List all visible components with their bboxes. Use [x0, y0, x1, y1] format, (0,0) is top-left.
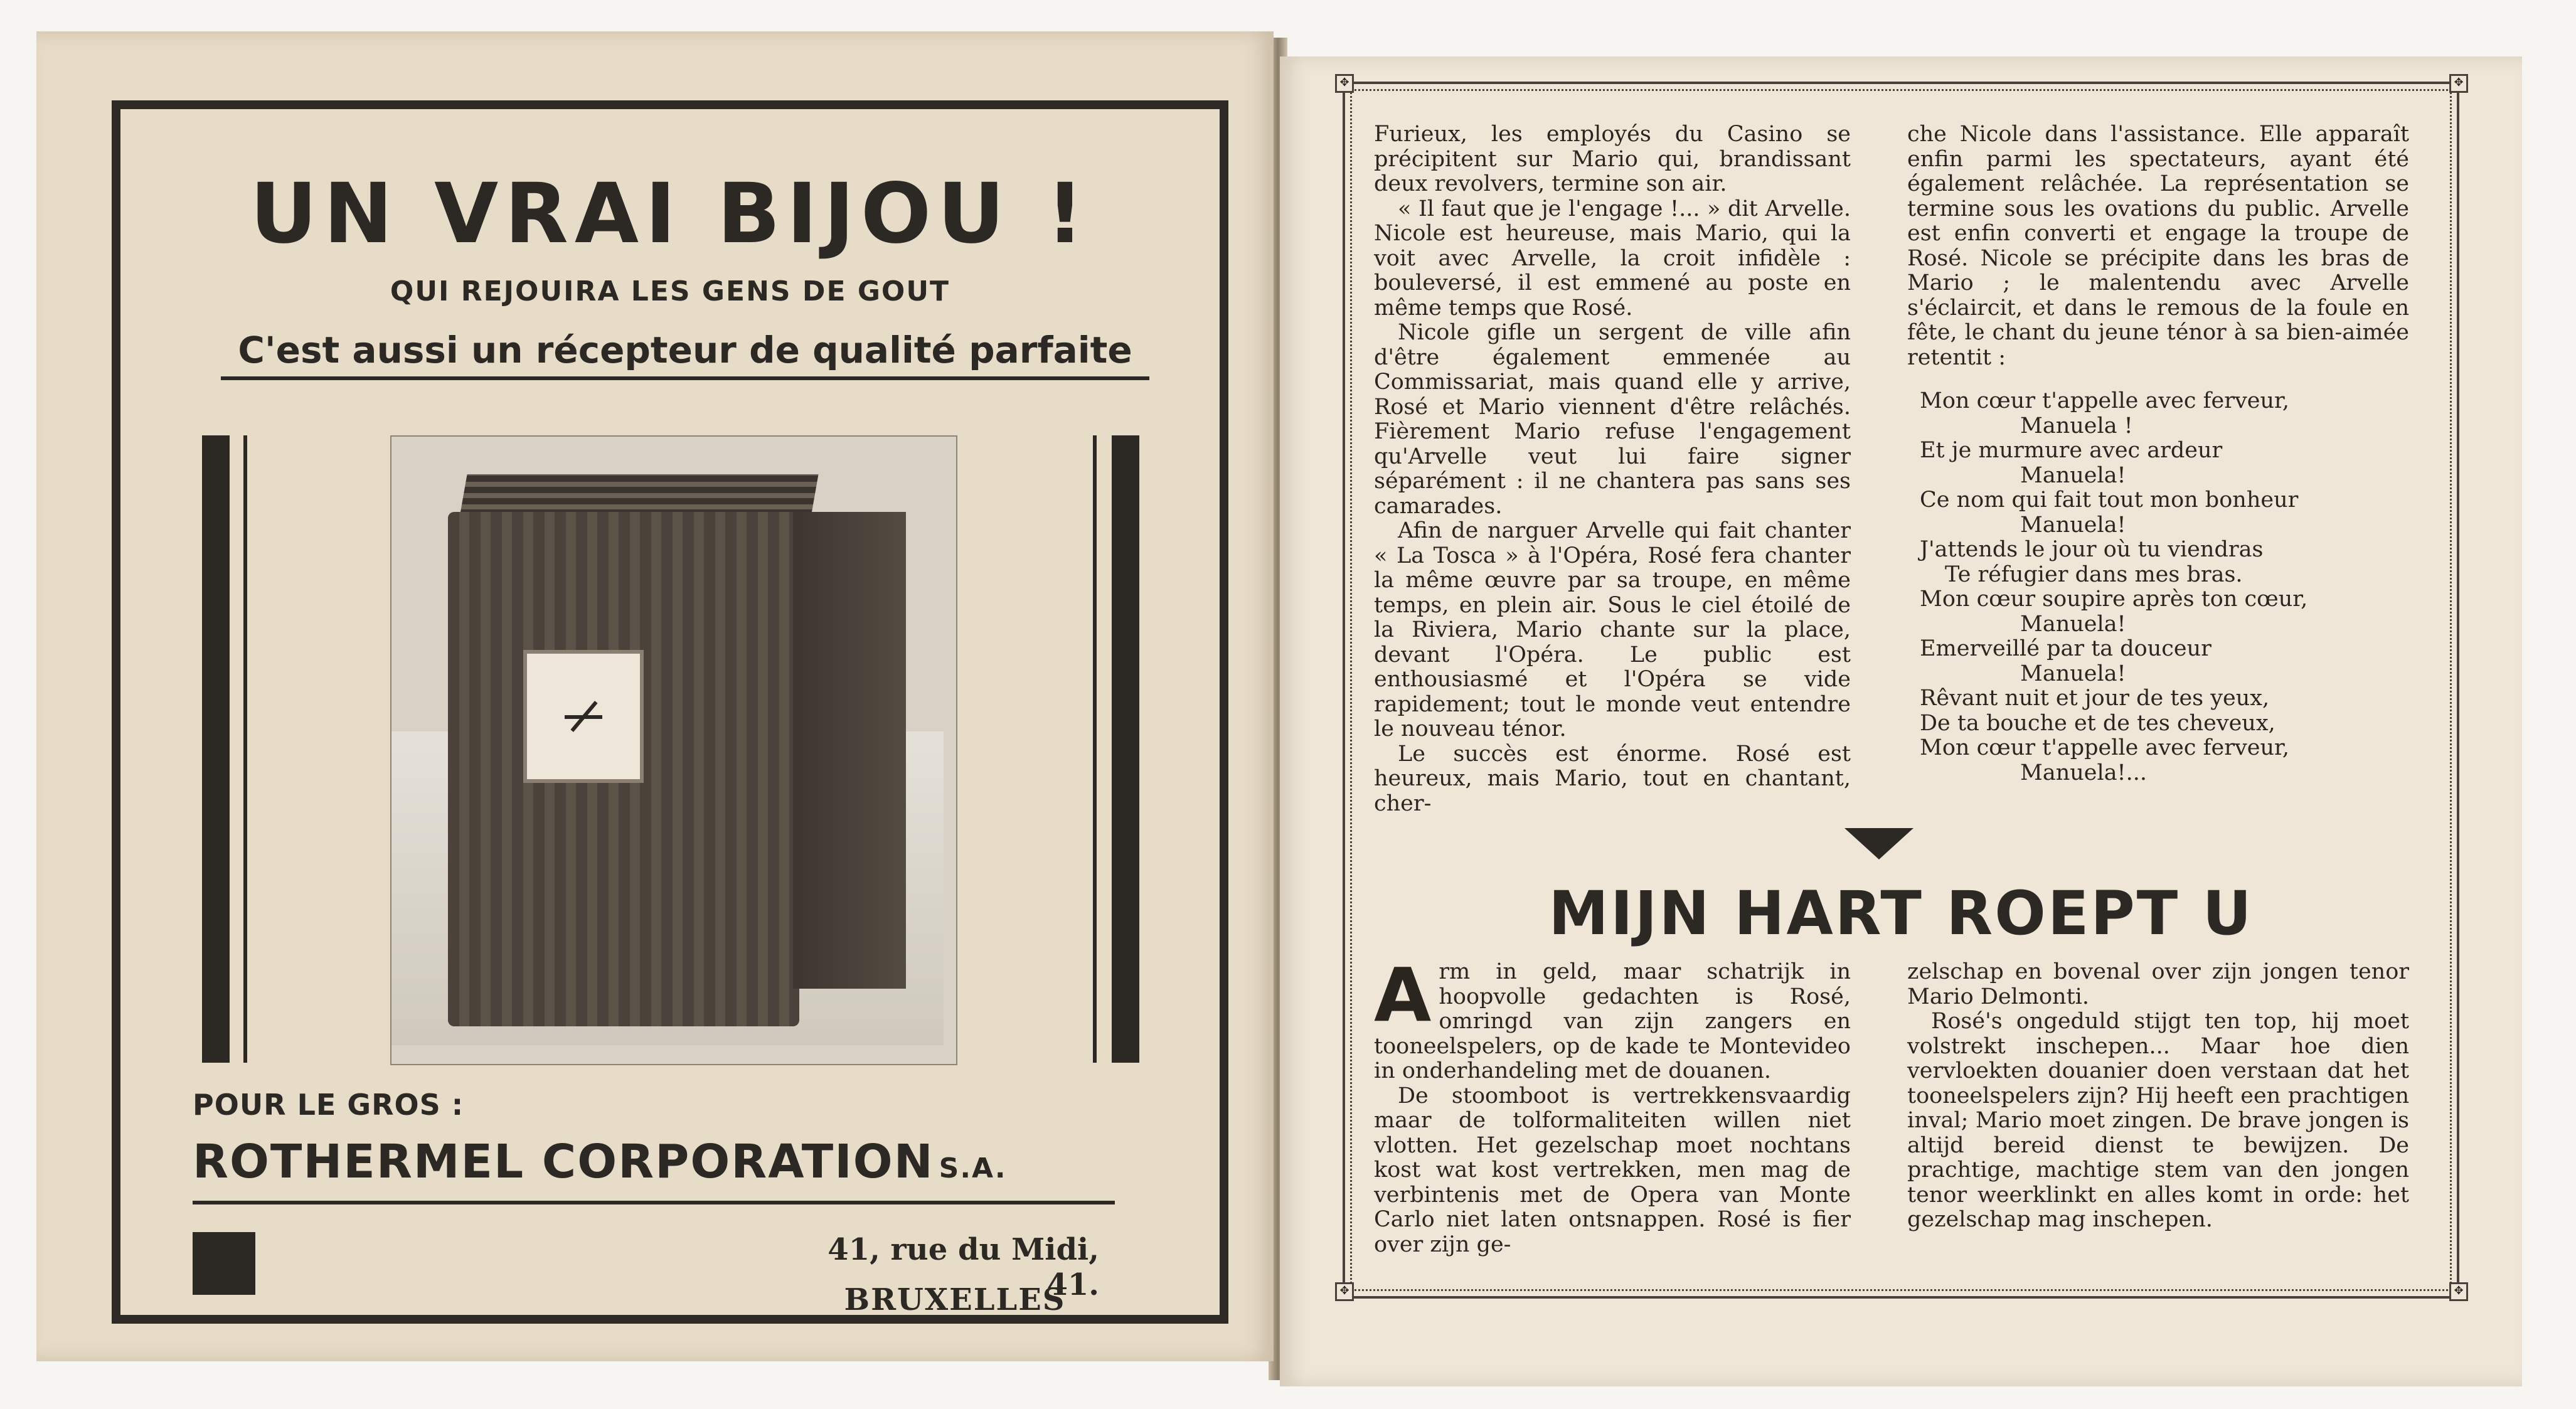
corner-ornament-icon: ✥	[1335, 1282, 1354, 1301]
story-paragraph: « Il faut que je l'engage !... » dit Arvelle. Nicole est heureuse, mais Mario, qui la voit avec Arvelle, la croit infidèle : bouleversé, il est emmené au poste en même temps que Rosé.	[1374, 196, 1851, 321]
dutch-paragraph: De stoomboot is vertrekkensvaardig maar de tolformaliteiten willen niet vlotten. Het gezelschap moet nochtans kost wat kost vertrekken, men mag de verbintenis met de Opera van Monte Carlo niet laten ontsnappen. Rosé is fier over zijn ge-	[1374, 1083, 1851, 1257]
song-line: Te réfugier dans mes bras.	[1945, 561, 2243, 587]
song-line: J'attends le jour où tu viendras	[1920, 537, 2264, 562]
dutch-paragraph	[1374, 952, 1851, 1084]
left-decor-bar	[202, 435, 230, 1063]
dutch-paragraph: Rosé's ongeduld stijgt ten top, hij moet volstrekt inschepen... Maar hoe dien vervloekten douanier doen verstaan dat het tooneelspelers zijn? Hij heeft een prachtigen inval; Mario moet zingen. De brave jongen is altijd bereid dienst te bewijzen. De prachtige, machtige stem van den jongen tenor weerklinkt en alles komt in orde: het gezelschap mag inschepen.	[1907, 1009, 2409, 1232]
song-line: Rêvant nuit et jour de tes yeux,	[1920, 686, 2270, 711]
company-name	[193, 1135, 1007, 1189]
song-line: Manuela!	[2020, 611, 2126, 637]
corner-ornament-icon: ✥	[1335, 74, 1354, 93]
song-line: Manuela!	[2020, 512, 2126, 538]
song-line: Manuela!	[2020, 661, 2126, 686]
ad-headline: UN VRAI BIJOU !	[250, 166, 1090, 262]
story-paragraph: Afin de narguer Arvelle qui fait chanter « La Tosca » à l'Opéra, Rosé fera chanter la même œuvre par sa troupe, en même temps, en plein air. Sous le ciel étoilé de la Riviera, Mario chante sur la place, devant l'Opéra. Le public est enthousiasmé et l'Opéra se vide rapidement; tout le monde veut entendre le nouveau ténor.	[1374, 518, 1851, 742]
radio-cabinet	[448, 512, 799, 1026]
ad-subheadline: QUI REJOUIRA LES GENS DE GOUT	[390, 275, 950, 307]
corner-ornament-icon: ✥	[2449, 1282, 2468, 1301]
song-line: Mon cœur soupire après ton cœur,	[1920, 587, 2308, 612]
company-name-text: ROTHERMEL CORPORATION	[193, 1135, 934, 1189]
dutch-column-1	[1374, 952, 1851, 1257]
song-line: Manuela !	[2020, 413, 2133, 439]
story-column-1	[1374, 122, 1851, 816]
advertisement-frame	[112, 100, 1228, 1324]
decor-square	[193, 1232, 255, 1295]
clock-minute-hand	[565, 715, 602, 719]
dutch-paragraph-text: rm in geld, maar schatrijk in hoopvolle gedachten is Rosé, omringd van zijn zangers en tooneelspelers, op de kade te Montevideo in onderhandeling met de douanen.	[1374, 959, 1851, 1083]
song-line: Et je murmure avec ardeur	[1920, 438, 2223, 463]
song-line: Manuela!	[2020, 462, 2126, 488]
ad-tagline: C'est aussi un récepteur de qualité parfaite	[221, 329, 1149, 380]
story-paragraph: Nicole gifle un sergent de ville afin d'être également emmenée au Commissariat, mais quand elle y arrive, Rosé et Mario viennent d'être relâchés. Fièrement Mario refuse l'engagement qu'Arvelle veut lui faire signer séparément : il ne chantera pas sans ses camarades.	[1374, 320, 1851, 519]
dutch-title: MIJN HART ROEPT U	[1548, 878, 2254, 949]
radio-side-panel	[793, 512, 906, 989]
story-paragraph: che Nicole dans l'assistance. Elle apparaît enfin parmi les spectateurs, ayant été également relâchée. La représentation se termine sous les ovations du public. Arvelle est enfin converti et engage la troupe de Rosé. Nicole se précipite dans les bras de Mario ; le malentendu avec Arvelle s'éclaircit, et dans le remous de la foule en fête, le chant du jeune ténor à sa bien-aimée retentit :	[1907, 122, 2409, 370]
story-column-2	[1907, 122, 2409, 785]
drop-cap: A	[1374, 952, 1432, 1038]
company-suffix: S.A.	[939, 1152, 1007, 1184]
song-line: Ce nom qui fait tout mon bonheur	[1920, 487, 2299, 513]
story-paragraph: Le succès est énorme. Rosé est heureux, mais Mario, tout en chantant, cher-	[1374, 741, 1851, 816]
right-page	[1280, 56, 2522, 1386]
wholesale-label: POUR LE GROS :	[193, 1088, 464, 1122]
right-decor-bar	[1112, 435, 1139, 1063]
company-address: 41, rue du Midi, 41.	[828, 1232, 1099, 1302]
company-rule	[193, 1201, 1115, 1204]
corner-ornament-icon: ✥	[2449, 74, 2468, 93]
song-line: Emerveillé par ta douceur	[1920, 636, 2211, 661]
clock-icon	[523, 650, 644, 783]
song-line: Manuela!...	[2020, 760, 2148, 785]
song-line: De ta bouche et de tes cheveux,	[1920, 710, 2275, 736]
dutch-column-2	[1907, 960, 2409, 1233]
dutch-paragraph: zelschap en bovenal over zijn jongen tenor Mario Delmonti.	[1907, 959, 2409, 1009]
story-paragraph: Furieux, les employés du Casino se précipitent sur Mario qui, brandissant deux revolvers, termine son air.	[1374, 122, 1851, 196]
song-line: Mon cœur t'appelle avec ferveur,	[1920, 735, 2290, 760]
left-decor-line	[243, 435, 247, 1063]
radio-receiver-photo	[390, 435, 957, 1065]
company-city: BRUXELLES	[844, 1282, 1066, 1317]
right-decor-line	[1093, 435, 1097, 1063]
song-lyrics	[1907, 389, 2409, 785]
left-page	[36, 31, 1274, 1361]
section-divider-arrow-icon	[1844, 828, 1913, 859]
song-line: Mon cœur t'appelle avec ferveur,	[1920, 388, 2290, 413]
